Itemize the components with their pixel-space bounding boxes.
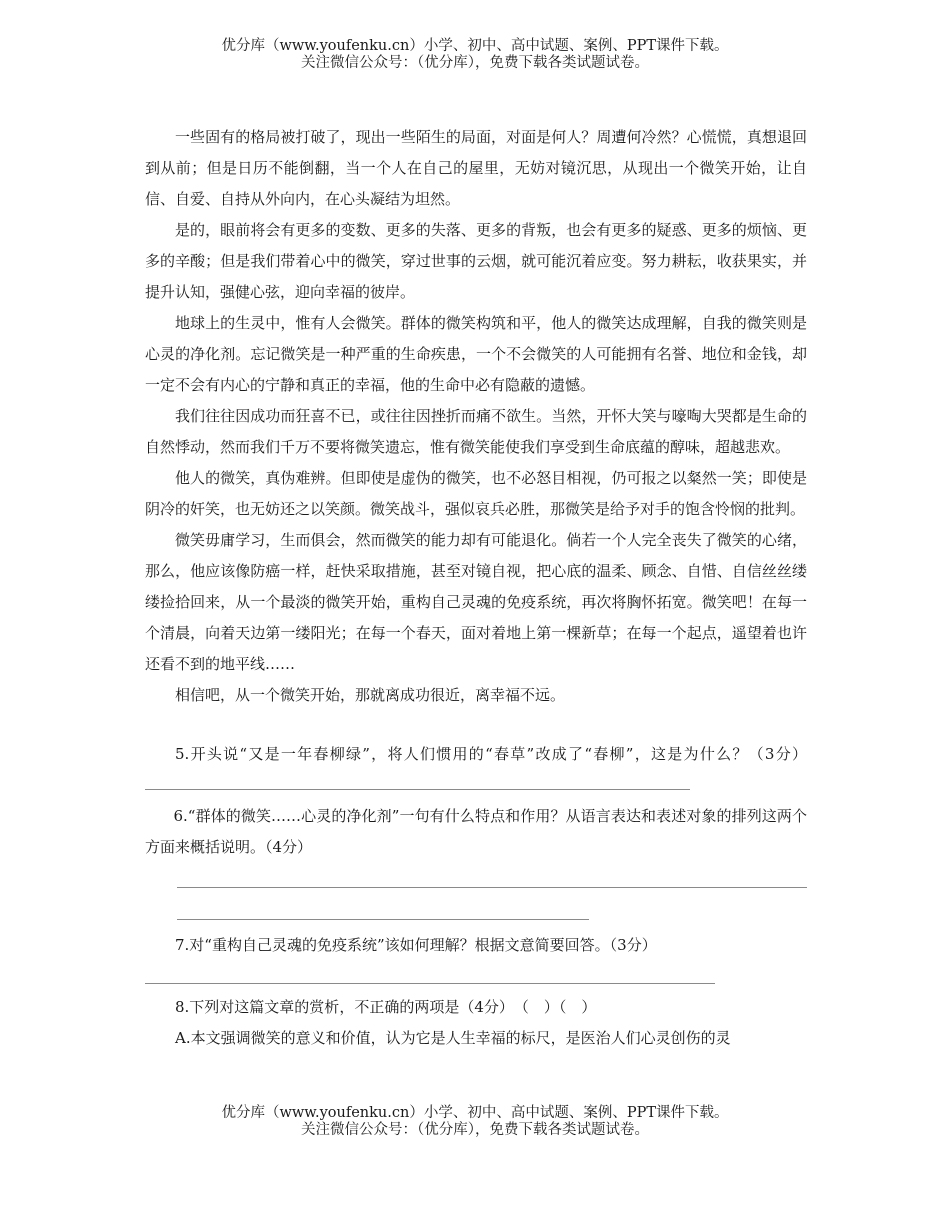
article-paragraph-4: 我们往往因成功而狂喜不已，或往往因挫折而痛不欲生。当然，开怀大笑与嚎啕大哭都是生命的自然悸动，然而我们千万不要将微笑遗忘，惟有微笑能使我们享受到生命底蕴的醇味，超越悲欢。: [145, 407, 807, 456]
article-paragraph-5: 他人的微笑，真伪难辨。但即使是虚伪的微笑，也不必怒目相视，仍可报之以粲然一笑；即使是阴冷的奸笑，也无妨还之以笑颜。微笑战斗，强似哀兵必胜，那微笑是给予对手的饱含怜悯的批判。: [145, 469, 807, 518]
article-paragraph-7: 相信吧，从一个微笑开始，那就离成功很近，离幸福不远。: [175, 686, 566, 704]
footer-line-2: 关注微信公众号：（优分库），免费下载各类试题试卷。: [301, 1122, 649, 1138]
question-8-option-a: A.本文强调微笑的意义和价值，认为它是人生幸福的标尺，是医治人们心灵创伤的灵: [175, 1029, 731, 1047]
page-footer: [0, 1105, 950, 1139]
question-5-text: 5.开头说“又是一年春柳绿”，将人们惯用的“春草”改成了“春柳”，这是为什么？（3分）: [175, 745, 807, 763]
question-7: 7.对“重构自己灵魂的免疫系统”该如何理解？根据文意简要回答。（3分）: [175, 936, 657, 954]
section-gap: [145, 711, 807, 739]
header-line-2: 关注微信公众号：（优分库），免费下载各类试题试卷。: [301, 55, 649, 71]
article-paragraph-2: 是的，眼前将会有更多的变数、更多的失落、更多的背叛，也会有更多的疑惑、更多的烦恼、更多的辛酸；但是我们带着心中的微笑，穿过世事的云烟，就可能沉着应变。努力耕耘，收获果实，并提升认知，强健心弦，迎向幸福的彼岸。: [145, 221, 807, 301]
answer-line-q5[interactable]: [145, 788, 690, 790]
article-paragraph-3: 地球上的生灵中，惟有人会微笑。群体的微笑构筑和平，他人的微笑达成理解，自我的微笑则是心灵的净化剂。忘记微笑是一种严重的生命疾患，一个不会微笑的人可能拥有名誉、地位和金钱，却一定不会有内心的宁静和真正的幸福，他的生命中必有隐蔽的遗憾。: [145, 314, 807, 394]
document-body: [145, 122, 807, 1054]
question-5: [145, 739, 807, 801]
question-8: 8.下列对这篇文章的赏析，不正确的两项是（4分） （ ）（ ）: [175, 998, 597, 1016]
page-header: [0, 38, 950, 72]
article-paragraph-1: 一些固有的格局被打破了，现出一些陌生的局面，对面是何人？周遭何冷然？心慌慌，真想退回到从前；但是日历不能倒翻，当一个人在自己的屋里，无妨对镜沉思，从现出一个微笑开始，让自信、自爱、自持从外向内，在心头凝结为坦然。: [145, 128, 807, 208]
header-line-1: 优分库（www.youfenku.cn）小学、初中、高中试题、案例、PPT课件下载。: [221, 38, 729, 54]
article-paragraph-6: 微笑毋庸学习，生而俱会，然而微笑的能力却有可能退化。倘若一个人完全丧失了微笑的心绪，那么，他应该像防癌一样，赶快采取措施，甚至对镜自视，把心底的温柔、顾念、自惜、自信丝丝缕缕捡拾回来，从一个最淡的微笑开始，重构自己灵魂的免疫系统，再次将胸怀拓宽。微笑吧！在每一个清晨，向着天边第一缕阳光；在每一个春天，面对着地上第一棵新草；在每一个起点，遥望着也许还看不到的地平线……: [145, 531, 807, 673]
question-6: 6.“群体的微笑……心灵的净化剂”一句有什么特点和作用？从语言表达和表述对象的排列这两个方面来概括说明。（4分）: [145, 807, 807, 856]
footer-line-1: 优分库（www.youfenku.cn）小学、初中、高中试题、案例、PPT课件下载。: [221, 1105, 729, 1121]
